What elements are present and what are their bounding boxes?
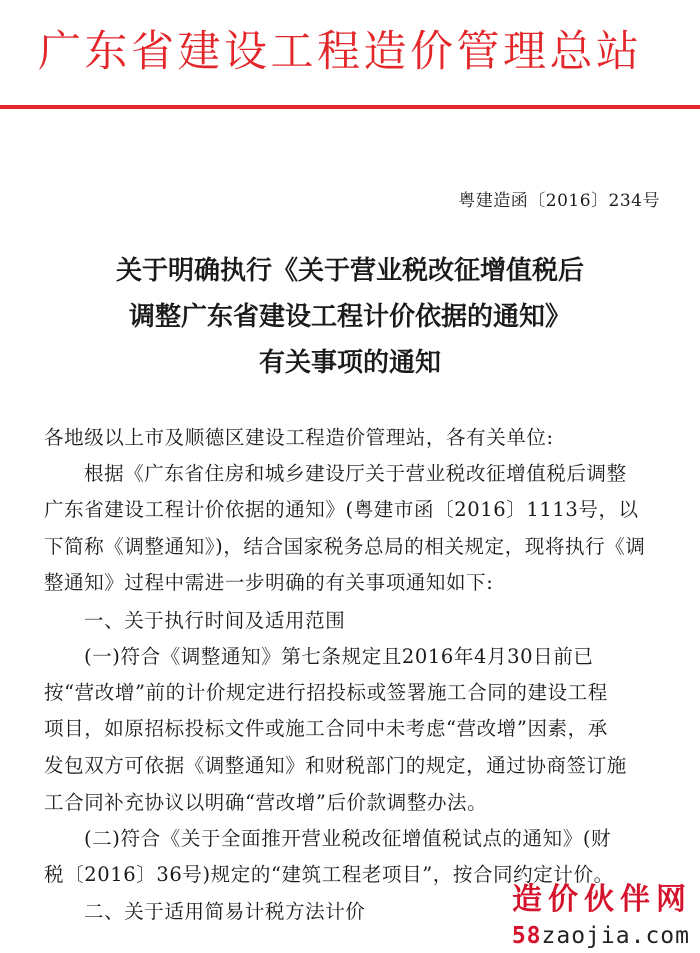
title-line: 有关事项的通知 (258, 348, 441, 378)
watermark-url-number: 58 (511, 923, 542, 949)
title-line: 关于明确执行《关于营业税改征增值税后 (115, 256, 584, 286)
section-heading: 一、关于执行时间及适用范围 (84, 609, 346, 632)
watermark-text: 造价伙伴网 (512, 882, 692, 917)
header-red-rule (0, 105, 700, 109)
document-number: 粤建造函〔2016〕234号 (458, 191, 660, 211)
watermark-url-domain: zaojia.com (541, 923, 690, 949)
salutation: 各地级以上市及顺德区建设工程造价管理站，各有关单位: (44, 426, 554, 449)
title-line: 调整广东省建设工程计价依据的通知》 (128, 302, 571, 332)
body-line: 下简称《调整通知》)，结合国家税务总局的相关规定，现将执行《调 (44, 535, 646, 558)
body-line: 按“营改增”前的计价规定进行招投标或签署施工合同的建设工程 (44, 681, 608, 704)
watermark-url (512, 922, 690, 950)
body-line: 广东省建设工程计价依据的通知》(粤建市函〔2016〕1113号，以 (44, 498, 639, 521)
document-title (0, 248, 700, 386)
body-line: (二)符合《关于全面推开营业税改征增值税试点的通知》(财 (84, 827, 612, 850)
body-line: 根据《广东省住房和城乡建设厅关于营业税改征增值税后调整 (84, 462, 627, 485)
body-line: (一)符合《调整通知》第七条规定且2016年4月30日前已 (84, 645, 594, 668)
body-line: 整通知》过程中需进一步明确的有关事项通知如下: (44, 571, 494, 594)
header-organization: 广东省建设工程造价管理总站 (38, 27, 643, 77)
body-line: 发包双方可依据《调整通知》和财税部门的规定，通过协商签订施 (44, 754, 627, 777)
body-line: 工合同补充协议以明确“营改增”后价款调整办法。 (44, 791, 488, 814)
section-heading: 二、关于适用简易计税方法计价 (84, 900, 366, 923)
body-line: 税〔2016〕36号)规定的“建筑工程老项目”，按合同约定计价。 (44, 863, 614, 886)
body-line: 项目，如原招标投标文件或施工合同中未考虑“营改增”因素，承 (44, 717, 608, 740)
